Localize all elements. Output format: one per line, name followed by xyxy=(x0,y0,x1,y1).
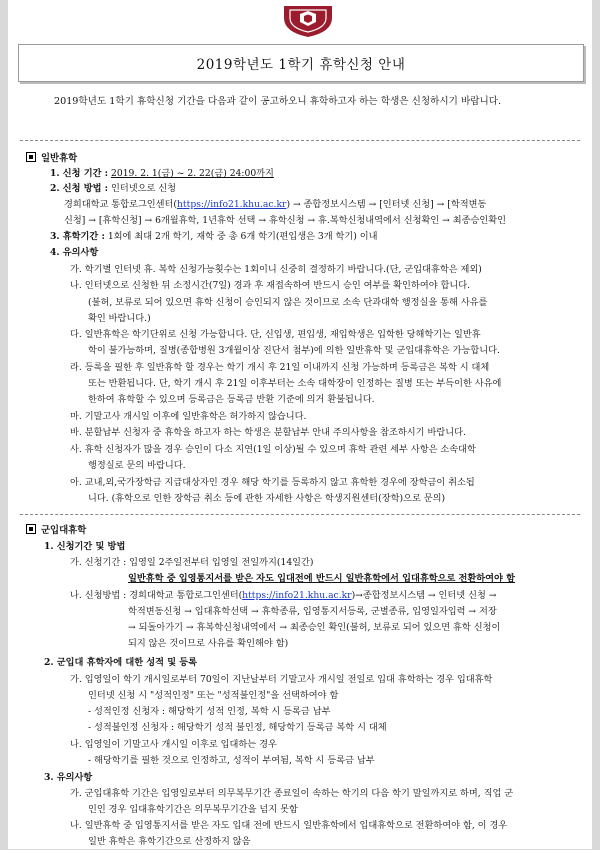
note-line: 한하여 휴학할 수 있으며 등록금은 등록금 반환 기준에 의거 환불됩니다. xyxy=(88,394,375,405)
section-divider xyxy=(20,514,580,515)
square-bullet-icon xyxy=(26,524,36,534)
note-line: 아. 교내,외,국가장학금 지급대상자인 경우 해당 학기를 등록하지 않고 휴학한 경우에 장학금이 취소됩 xyxy=(70,477,475,488)
apply-period-line: 가. 신청기간 : 입영일 2주일전부터 입영일 전일까지(14일간) xyxy=(70,557,314,568)
note-line: 라. 등록을 필한 후 일반휴학 할 경우는 학기 개시 후 21일 이내까지 신청 가능하며 등록금은 복학 시 대체 xyxy=(70,362,490,373)
section-heading: 군입대휴학 xyxy=(41,525,87,536)
note-line: 확인 바랍니다.) xyxy=(88,313,151,324)
note-line: 바. 분할납부 신청자 중 휴학을 하고자 하는 학생은 분할납부 안내 주의사항을 참조하시기 바랍니다. xyxy=(70,427,466,438)
method-line: → 되돌아가기 → 휴복학신청내역에서 → 최종승인 확인(불허, 보류로 되어 있으면 휴학 신청이 xyxy=(128,622,501,633)
method-line: 나. 신청방법 : 경희대학교 통합로그인센터(https://info21.khu.ac.kr)→종합정보시스템 → 인터넷 신청 → xyxy=(70,590,497,601)
method-path-line: 경희대학교 통합로그인센터(https://info21.khu.ac.kr) → 종합정보시스템 → [인터넷 신청] → [학적변동 xyxy=(64,199,487,210)
portal-link[interactable]: https://info21.khu.ac.kr xyxy=(242,590,352,601)
section-military-leave xyxy=(26,522,86,536)
grade-line: 나. 입영일이 기말고사 개시일 이후로 입대하는 경우 xyxy=(70,739,277,750)
square-bullet-icon xyxy=(26,152,36,162)
note-line: 인인 경우 입대휴학기간은 의무복무기간을 넘지 못함 xyxy=(88,804,298,815)
item-apply-method: 2. 신청 방법 : 인터넷으로 신청 xyxy=(50,183,177,194)
method-path-line-2: 신청] → [휴학신청] → 6개월휴학, 1년휴학 선택 → 휴학신청 → 휴.복학신청내역에서 신청확인 → 최종승인확인 xyxy=(64,215,506,226)
note-line: 나. 일반휴학 중 입영통지서를 받은 자도 입대 전에 반드시 일반휴학에서 입대휴학으로 전환하여야 함, 이 경우 xyxy=(70,820,508,831)
grade-line: 인터넷 신청 시 "성적인정" 또는 "성적불인정"을 선택하여야 함 xyxy=(88,690,339,701)
subheading: 2. 군입대 휴학자에 대한 성적 및 등록 xyxy=(44,657,198,668)
section-divider xyxy=(20,140,580,141)
note-line: 행정실로 문의 바랍니다. xyxy=(88,460,186,471)
method-line: 학적변동신청 → 입대휴학선택 → 휴학종류, 입영통지서등록, 군별종류, 입영일자입력 → 저장 xyxy=(128,606,497,617)
note-line: (불허, 보류로 되어 있으면 휴학 신청이 승인되지 않은 것이므로 소속 단과대학 행정실을 통해 사유를 xyxy=(88,297,488,308)
university-emblem xyxy=(280,4,336,38)
subheading: 1. 신청기간 및 방법 xyxy=(44,541,126,552)
note-line: 마. 기말고사 개시일 이후에 일반휴학은 허가하지 않습니다. xyxy=(70,411,307,422)
grade-line: 가. 입영일이 학기 개시일로부터 70일이 지난날부터 기말고사 개시일 전일로 입대 휴학하는 경우 입대휴학 xyxy=(70,674,493,685)
section-general-leave xyxy=(26,150,77,164)
method-line: 되지 않은 것이므로 사유를 확인해야 함) xyxy=(128,638,289,649)
note-line: 니다. (휴학으로 인한 장학금 취소 등에 관한 자세한 사항은 학생지원센터(장학)으로 문의) xyxy=(88,493,446,504)
note-line: 다. 일반휴학은 학기단위로 신청 가능합니다. 단, 신입생, 편입생, 재입학생은 입학한 당해학기는 일반휴 xyxy=(70,329,481,340)
item-leave-period: 3. 휴학기간 : 1회에 최대 2개 학기, 재학 중 총 6개 학기(편입생은 3개 학기) 이내 xyxy=(50,231,378,242)
note-line: 나. 인터넷으로 신청한 뒤 소정시간(7일) 경과 후 재접속하여 반드시 승인 여부를 확인하여야 합니다. xyxy=(70,280,471,291)
section-heading: 일반휴학 xyxy=(41,153,78,164)
note-line: 가. 군입대휴학 기간은 입영일로부터 의무복무기간 종료일이 속하는 학기의 다음 학기 말일까지로 하며, 직업 군 xyxy=(70,788,514,799)
note-line: 가. 학기별 인터넷 휴. 복학 신청가능횟수는 1회이니 신중히 결정하기 바랍니다.(단, 군입대휴학은 제외) xyxy=(70,264,482,275)
item-apply-period: 1. 신청 기간 : 2019. 2. 1(금) ~ 2. 22(금) 24:00까지 xyxy=(50,168,274,179)
portal-link[interactable]: https://info21.khu.ac.kr xyxy=(177,199,287,210)
item-notes-heading: 4. 유의사항 xyxy=(50,247,99,258)
subheading: 3. 유의사항 xyxy=(44,772,93,783)
conversion-notice: 일반휴학 중 입영통지서를 받은 자도 입대전에 반드시 일반휴학에서 입대휴학으로 전환하여야 함 xyxy=(128,573,515,584)
page-title: 2019학년도 1학기 휴학신청 안내 xyxy=(18,44,584,82)
document-page xyxy=(8,0,592,849)
intro-text: 2019학년도 1학기 휴학신청 기간을 다음과 같이 공고하오니 휴학하고자 하는 학생은 신청하시기 바랍니다. xyxy=(54,96,502,107)
note-line: 사. 휴학 신청자가 많을 경우 승인이 다소 지연(1일 이상)될 수 있으며 휴학 관련 세부 사항은 소속대학 xyxy=(70,444,476,455)
grade-line: - 성적불인정 신청자 : 해당학기 성적 불인정, 해당학기 등록금 복학 시 대체 xyxy=(88,722,387,733)
note-line: 학이 불가능하며, 질병(종합병원 3개월이상 진단서 첨부)에 의한 일반휴학 및 군입대휴학은 가능합니다. xyxy=(88,345,500,356)
grade-line: - 해당학기를 필한 것으로 인정하고, 성적이 부여됨, 복학 시 등록금 납부 xyxy=(88,755,375,766)
grade-line: - 성적인정 신청자 : 해당학기 성적 인정, 복학 시 등록금 납부 xyxy=(88,706,331,717)
note-line: 일반 휴학은 휴학기간으로 산정하지 않음 xyxy=(88,836,251,847)
note-line: 또는 반환됩니다. 단, 학기 개시 후 21일 이후부터는 소속 대학장이 인정하는 질병 또는 부득이한 사유에 xyxy=(88,378,502,389)
